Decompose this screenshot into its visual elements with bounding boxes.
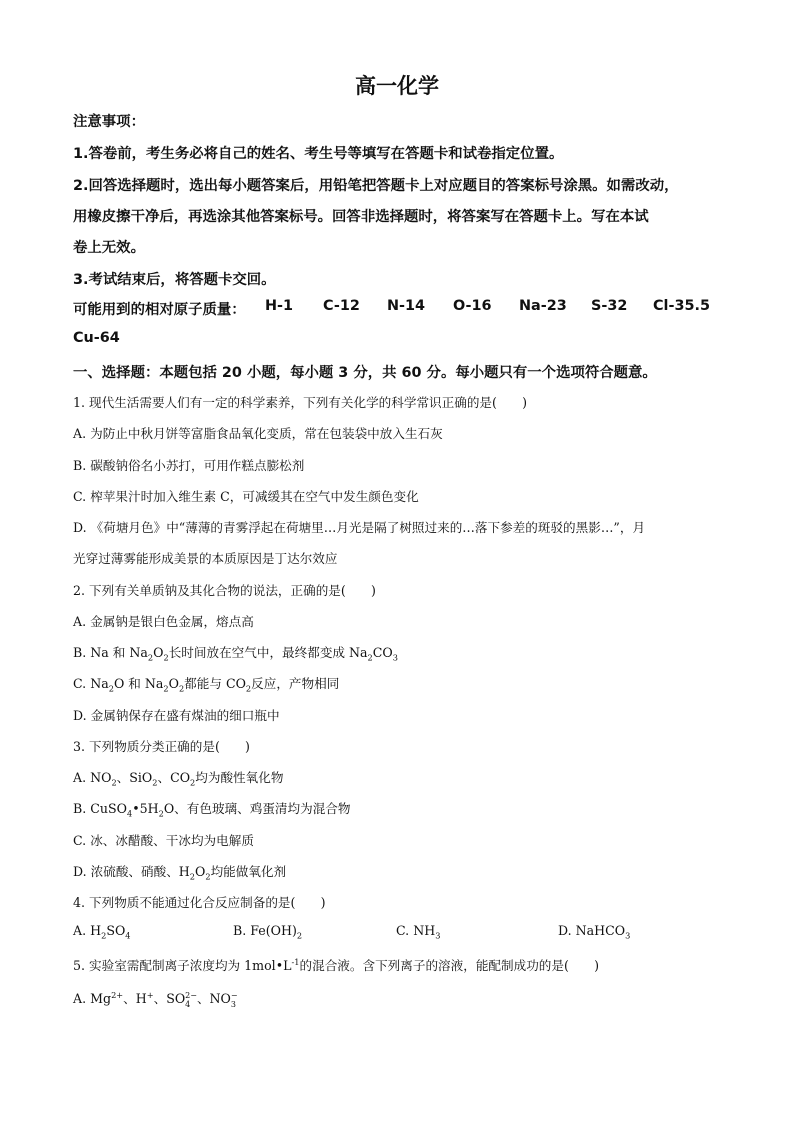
question-2-stem: 2. 下列有关单质钠及其化合物的说法，正确的是( )	[73, 583, 376, 598]
atomic-mass: Na-23	[519, 298, 567, 314]
notice-item-2-line1: 2.回答选择题时，选出每小题答案后，用铅笔把答题卡上对应题目的答案标号涂黑。如需改动，	[73, 178, 679, 194]
notice-item-3: 3.考试结束后，将答题卡交回。	[73, 272, 276, 288]
question-2-option-b: B. Na 和 $Na_2O_2$长时间放在空气中，最终都变成 $Na_2CO_3$	[73, 645, 398, 663]
section-heading: 一、选择题：本题包括 20 小题，每小题 3 分，共 60 分。每小题只有一个选项符合题意。	[73, 365, 657, 381]
atomic-mass: C-12	[323, 298, 360, 314]
notice-item-2-line2: 用橡皮擦干净后，再选涂其他答案标号。回答非选择题时，将答案写在答题卡上。写在本试	[73, 209, 649, 225]
question-1-stem: 1. 现代生活需要人们有一定的科学素养，下列有关化学的科学常识正确的是( )	[73, 395, 528, 410]
question-3-stem: 3. 下列物质分类正确的是( )	[73, 739, 250, 754]
question-3-option-c: C. 冰、冰醋酸、干冰均为电解质	[73, 833, 254, 848]
notice-item-1: 1.答卷前，考生务必将自己的姓名、考生号等填写在答题卡和试卷指定位置。	[73, 146, 564, 162]
notice-heading: 注意事项：	[73, 114, 145, 130]
atomic-mass: N-14	[387, 298, 426, 314]
question-4-option-c: C. $NH_3$	[396, 923, 441, 941]
question-1-option-c: C. 榨苹果汁时加入维生素 C，可减缓其在空气中发生颜色变化	[73, 489, 419, 504]
question-4-option-a: A. $H_2SO_4$	[73, 923, 131, 941]
question-2-option-c: C. $Na_2O$ 和 $Na_2O_2$都能与 $CO_2$反应，产物相同	[73, 676, 340, 694]
question-4-options	[73, 923, 713, 943]
question-3-option-a: A. $NO_2$、SiO$_2$、$CO_2$均为酸性氧化物	[73, 770, 284, 788]
question-1-option-d-line2: 光穿过薄雾能形成美景的本质原因是丁达尔效应	[73, 551, 338, 566]
question-4-option-d: D. NaHCO$_3$	[558, 923, 631, 941]
question-1-option-d-line1: D. 《荷塘月色》中“薄薄的青雾浮起在荷塘里…月光是隔了树照过来的…落下参差的斑驳的黑影…”，月	[73, 520, 646, 535]
question-5-option-a: A. $Mg^{2+}$、H+、SO 2− 4 、NO − 3	[73, 989, 238, 1009]
question-4-option-b: B. $Fe(OH)_2$	[233, 923, 303, 941]
atomic-mass: Cu-64	[73, 330, 120, 346]
atomic-mass: O-16	[453, 298, 492, 314]
question-5-stem: 5. 实验室需配制离子浓度均为 $1mol•L^{-1}$的混合液。含下列离子的溶液，能配制成功的是( )	[73, 956, 599, 973]
notice-item-2-line3: 卷上无效。	[73, 240, 145, 256]
atomic-masses-label: 可能用到的相对原子质量：	[73, 302, 246, 318]
question-1-option-b: B. 碳酸钠俗名小苏打，可用作糕点膨松剂	[73, 458, 305, 473]
question-2-option-d: D. 金属钠保存在盛有煤油的细口瓶中	[73, 708, 280, 723]
atomic-mass: H-1	[265, 298, 294, 314]
page-title: 高一化学	[355, 74, 439, 98]
atomic-masses-line	[73, 298, 710, 319]
atomic-mass: S-32	[591, 298, 628, 314]
question-1-option-a: A. 为防止中秋月饼等富脂食品氧化变质，常在包装袋中放入生石灰	[73, 426, 443, 441]
question-3-option-b: B. $CuSO_4•5H_2O$、有色玻璃、鸡蛋清均为混合物	[73, 801, 351, 819]
atomic-mass: Cl-35.5	[653, 298, 710, 314]
question-2-option-a: A. 金属钠是银白色金属，熔点高	[73, 614, 254, 629]
question-4-stem: 4. 下列物质不能通过化合反应制备的是( )	[73, 895, 326, 910]
question-3-option-d: D. 浓硫酸、硝酸、$H_2O_2$均能做氧化剂	[73, 864, 287, 882]
